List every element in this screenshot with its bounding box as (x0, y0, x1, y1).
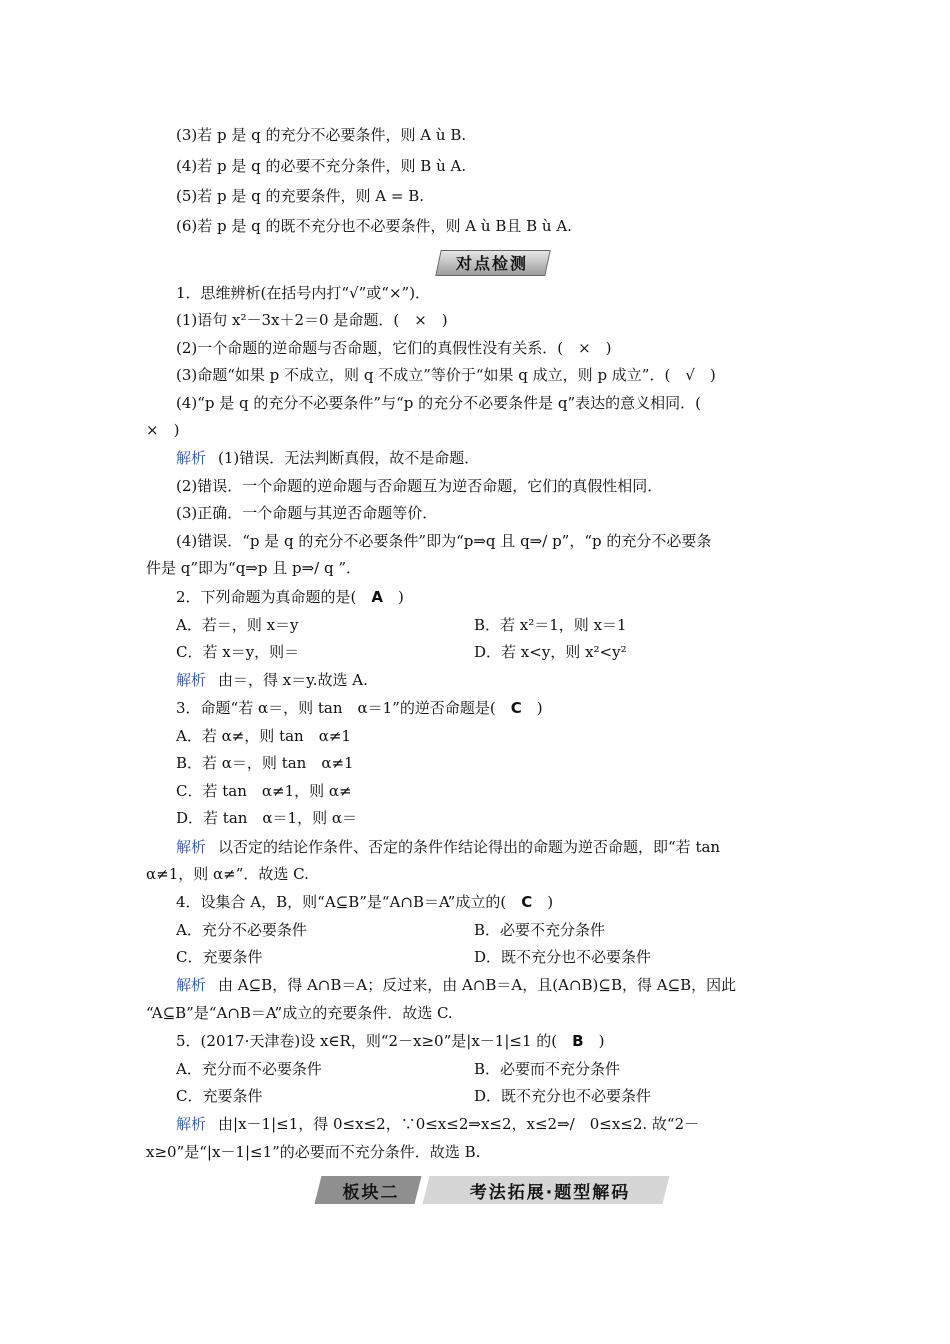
option-a: A．若＝，则 x＝y (176, 616, 299, 634)
banner-title: 对点检测 (455, 254, 528, 273)
option-d: D．若 x<y，则 x²<y² (474, 643, 627, 661)
answer-letter: C (510, 699, 522, 717)
option-c: C．若 x＝y，则＝ (176, 643, 300, 661)
question-3 (176, 698, 820, 718)
section-number: 板块二 (342, 1183, 400, 1203)
question-text: 5．(2017·天津卷)设 x∈R，则“2－x≥0”是|x－1|≤1 的( (176, 1032, 558, 1050)
analysis-line: (2)错误．一个命题的逆命题与否命题互为逆否命题，它们的真假性相同． (176, 477, 663, 495)
analysis-label: 解析 (176, 838, 207, 856)
option-c: C．若 tan α≠1，则 α≠ (176, 782, 352, 800)
option-c: C．充要条件 (176, 948, 263, 966)
analysis (176, 670, 820, 690)
question-text: 2．下列命题为真命题的是( (176, 588, 357, 606)
text-line: (4)若 p 是 q 的必要不充分条件，则 B ù A. (176, 157, 467, 175)
analysis-line: (4)错误．“p 是 q 的充分不必要条件”即为“p⇒q 且 q⇒/ p”，“p 的充分不必要条 (176, 532, 712, 550)
analysis-text: (1)错误．无法判断真假，故不是命题． (218, 449, 480, 467)
section-header (318, 1176, 666, 1204)
close-paren: ) (598, 1032, 605, 1050)
question-1-item: (3)命题“如果 p 不成立，则 q 不成立”等价于“如果 q 成立，则 p 成立”．( √ ) (176, 366, 716, 384)
option-c: C．充要条件 (176, 1087, 263, 1105)
option-a: A．充分不必要条件 (176, 921, 307, 939)
answer-letter: A (371, 588, 384, 606)
analysis-line: x≥0”是“|x－1|≤1”的必要而不充分条件．故选 B. (146, 1143, 481, 1161)
question-1-item: (2)一个命题的逆命题与否命题，它们的真假性没有关系．( × ) (176, 339, 612, 357)
question-1-item-cont: × ) (146, 421, 180, 439)
analysis-label: 解析 (176, 449, 207, 467)
close-paren: ) (547, 893, 554, 911)
text-line: (5)若 p 是 q 的充要条件，则 A = B. (176, 187, 425, 205)
analysis (176, 1114, 820, 1134)
question-2 (176, 587, 820, 607)
question-text: 4．设集合 A，B，则“A⊆B”是“A∩B＝A”成立的( (176, 893, 507, 911)
analysis-line: α≠1，则 α≠”．故选 C. (146, 865, 309, 883)
analysis-label: 解析 (176, 671, 207, 689)
analysis-line: “A⊆B”是“A∩B＝A”成立的充要条件．故选 C. (146, 1004, 453, 1022)
close-paren: ) (536, 699, 543, 717)
answer-letter: C (521, 893, 533, 911)
text-line: (6)若 p 是 q 的既不充分也不必要条件，则 A ù B且 B ù A. (176, 217, 572, 235)
analysis-text: 由 A⊆B，得 A∩B＝A；反过来，由 A∩B＝A，且(A∩B)⊆B，得 A⊆B，因此 (218, 976, 737, 994)
analysis (176, 975, 820, 995)
text-line: (3)若 p 是 q 的充分不必要条件，则 A ù B. (176, 126, 467, 144)
option-b: B．若 x²＝1，则 x＝1 (474, 616, 627, 634)
option-a: A．若 α≠，则 tan α≠1 (176, 727, 351, 745)
option-a: A．充分而不必要条件 (176, 1060, 322, 1078)
close-paren: ) (398, 588, 404, 606)
analysis (176, 448, 820, 468)
question-5 (176, 1031, 820, 1051)
question-1-item: (4)“p 是 q 的充分不必要条件”与“p 的充分不必要条件是 q”表达的意义相同．( (176, 394, 702, 412)
option-d: D．既不充分也不必要条件 (474, 1087, 652, 1105)
option-b: B．必要而不充分条件 (474, 1060, 621, 1078)
analysis-text: 以否定的结论作条件、否定的条件作结论得出的命题为逆否命题，即“若 tan (218, 838, 721, 856)
answer-letter: B (572, 1032, 584, 1050)
section-banner (438, 250, 546, 274)
question-1-item: (1)语句 x²－3x＋2＝0 是命题．( × ) (176, 311, 448, 329)
analysis-label: 解析 (176, 1115, 207, 1133)
question-text: 3．命题“若 α＝，则 tan α＝1”的逆否命题是( (176, 699, 496, 717)
question-4 (176, 892, 820, 912)
option-d: D．若 tan α＝1，则 α＝ (176, 809, 357, 827)
option-d: D．既不充分也不必要条件 (474, 948, 652, 966)
analysis-text: 由＝，得 x＝y.故选 A. (218, 671, 368, 689)
analysis-label: 解析 (176, 976, 207, 994)
analysis-text: 由|x－1|≤1，得 0≤x≤2，∵0≤x≤2⇒x≤2，x≤2⇒/ 0≤x≤2. 故“2－ (218, 1115, 700, 1133)
section-title: 考法拓展·题型解码 (469, 1183, 631, 1203)
option-b: B．若 α＝，则 tan α≠1 (176, 754, 354, 772)
analysis (176, 837, 820, 857)
analysis-line: 件是 q”即为“q⇒p 且 p⇒/ q ”． (146, 559, 362, 577)
analysis-line: (3)正确．一个命题与其逆否命题等价． (176, 504, 438, 522)
option-b: B．必要不充分条件 (474, 921, 606, 939)
question-1: 1．思维辨析(在括号内打“√”或“×”)． (176, 284, 431, 302)
